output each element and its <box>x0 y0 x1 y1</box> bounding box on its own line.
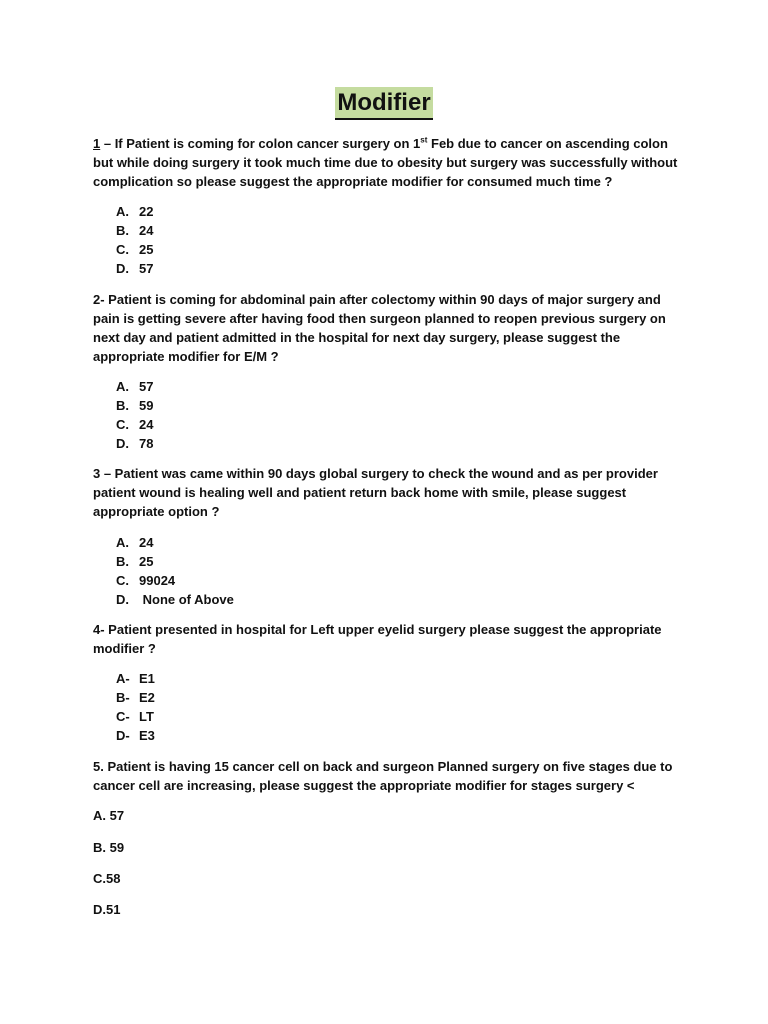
option-letter: C. <box>116 573 129 588</box>
option <box>116 221 153 240</box>
option-letter: D. <box>116 592 129 607</box>
option-value: 59 <box>139 398 154 413</box>
option-value: E1 <box>139 671 155 686</box>
option <box>116 259 153 278</box>
option <box>116 377 153 396</box>
option <box>116 707 155 726</box>
option <box>116 552 234 571</box>
option-value: E2 <box>139 690 155 705</box>
option <box>116 533 234 552</box>
question-4-options <box>116 669 155 745</box>
option-value: 25 <box>139 242 154 257</box>
option-letter: B. <box>116 223 129 238</box>
question-1-text-post: Feb due to cancer on ascending colon but while doing surgery it took much time due to obesity but surgery was successfully without complication so please suggest the appropriate modifier for consumed much time ? <box>93 136 678 189</box>
question-5-option-a: A. 57 <box>93 808 125 823</box>
option-letter: A. <box>116 204 129 219</box>
question-1-text-pre: – If Patient is coming for colon cancer surgery on 1 <box>100 136 421 151</box>
option-letter: C. <box>116 242 129 257</box>
option-letter: D. <box>116 436 129 451</box>
option-letter: B. <box>116 554 129 569</box>
option-value: LT <box>139 709 154 724</box>
question-5-option-b: B. 59 <box>93 840 125 855</box>
option-value: E3 <box>139 728 155 743</box>
question-5: 5. Patient is having 15 cancer cell on back and surgeon Planned surgery on five stages due to cancer cell are increasing, please suggest the appropriate modifier for stages surgery < <box>93 759 673 793</box>
question-3-options <box>116 533 234 609</box>
title-wrap <box>0 87 768 120</box>
option <box>116 240 153 259</box>
option <box>116 571 234 590</box>
option <box>116 434 153 453</box>
option-letter: B- <box>116 690 130 705</box>
option <box>116 415 153 434</box>
option-value: 25 <box>139 554 154 569</box>
option <box>116 396 153 415</box>
option <box>116 688 155 707</box>
option-value: 57 <box>139 379 154 394</box>
option <box>116 726 155 745</box>
question-1-options <box>116 202 153 278</box>
question-1-superscript: st <box>420 135 428 145</box>
option <box>116 669 155 688</box>
option-value: 78 <box>139 436 154 451</box>
option-value: 24 <box>139 223 154 238</box>
option-value: 99024 <box>139 573 176 588</box>
question-1-number: 1 <box>93 136 101 151</box>
page-title: Modifier <box>335 87 432 120</box>
option-letter: C. <box>116 417 129 432</box>
question-3: 3 – Patient was came within 90 days global surgery to check the wound and as per provider patient wound is healing well and patient return back home with smile, please suggest appropriate option ? <box>93 466 658 519</box>
option-value: 22 <box>139 204 154 219</box>
option-letter: D- <box>116 728 130 743</box>
option-letter: A- <box>116 671 130 686</box>
question-5-option-d: D.51 <box>93 902 121 917</box>
question-1 <box>93 134 678 191</box>
option-letter: D. <box>116 261 129 276</box>
option-letter: A. <box>116 379 129 394</box>
option-letter: A. <box>116 535 129 550</box>
option-value: 57 <box>139 261 154 276</box>
option-value: None of Above <box>139 592 234 607</box>
option-value: 24 <box>139 417 154 432</box>
question-2-options <box>116 377 153 453</box>
option-letter: B. <box>116 398 129 413</box>
option-letter: C- <box>116 709 130 724</box>
option <box>116 202 153 221</box>
question-2: 2- Patient is coming for abdominal pain after colectomy within 90 days of major surgery and pain is getting severe after having food then surgeon planned to reopen previous surgery on next day and patient admitted in the hospital for next day surgery, please suggest the appropriate modifier for E/M ? <box>93 292 666 364</box>
question-4: 4- Patient presented in hospital for Left upper eyelid surgery please suggest the appropriate modifier ? <box>93 622 662 656</box>
question-5-option-c: C.58 <box>93 871 121 886</box>
option <box>116 590 234 609</box>
option-value: 24 <box>139 535 154 550</box>
